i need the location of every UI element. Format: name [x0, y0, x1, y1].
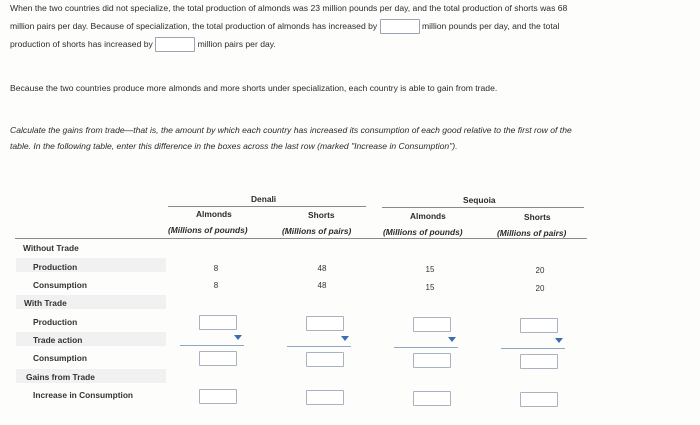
sequoia-almonds-increase-input[interactable] — [413, 391, 451, 406]
denali-almonds-production-input[interactable] — [199, 315, 237, 330]
unit-denali-shorts: (Millions of pairs) — [282, 226, 352, 236]
unit-sequoia-shorts: (Millions of pairs) — [497, 228, 567, 238]
sequoia-shorts-consumption: 20 — [535, 284, 545, 293]
chevron-down-icon — [234, 335, 242, 340]
denali-underline — [168, 206, 366, 207]
intro-line-2a: million pairs per day. Because of specialization, the total production of almonds has increased by — [10, 21, 378, 31]
sequoia-shorts-production: 20 — [535, 266, 545, 275]
almonds-increase-input[interactable] — [380, 19, 420, 34]
sequoia-almonds-production-input[interactable] — [413, 317, 451, 332]
sequoia-shorts-trade-select[interactable] — [501, 336, 565, 349]
gain-statement: Because the two countries produce more almonds and more shorts under specialization, each country is able to gain from trade. — [10, 83, 498, 93]
chevron-down-icon — [341, 336, 349, 341]
unit-denali-almonds: (Millions of pounds) — [168, 225, 248, 235]
row-without-trade: Without Trade — [23, 243, 79, 253]
sequoia-almonds-production: 15 — [425, 265, 435, 274]
row-increase-in-consumption: Increase in Consumption — [33, 390, 134, 400]
instructions-line-1: Calculate the gains from trade—that is, the amount by which each country has increased its consumption of each good relative to the first row of the — [10, 125, 572, 135]
sequoia-shorts-increase-input[interactable] — [520, 392, 558, 407]
denali-shorts-production-input[interactable] — [306, 316, 344, 331]
intro-line-3b: million pairs per day. — [197, 39, 276, 49]
sequoia-underline — [382, 207, 584, 208]
denali-almonds-consumption: 8 — [213, 281, 219, 290]
denali-shorts-increase-input[interactable] — [306, 390, 344, 405]
sequoia-shorts-trade-input[interactable] — [520, 354, 558, 369]
intro-line-3a: production of shorts has increased by — [10, 39, 153, 49]
row-gains-from-trade: Gains from Trade — [26, 372, 95, 382]
sequoia-shorts-production-input[interactable] — [520, 318, 558, 333]
intro-line-3 — [10, 36, 276, 52]
denali-almonds-trade-input[interactable] — [199, 351, 237, 366]
denali-shorts-consumption: 48 — [317, 281, 327, 290]
row-production-2: Production — [33, 317, 78, 327]
intro-line-1: When the two countries did not specialize, the total production of almonds was 23 million pounds per day, and the total production of shorts was 68 — [10, 3, 568, 13]
denali-almonds-increase-input[interactable] — [199, 389, 237, 404]
row-consumption: Consumption — [33, 280, 87, 290]
header-divider — [15, 238, 587, 239]
row-with-trade: With Trade — [24, 298, 67, 308]
row-production: Production — [33, 262, 78, 272]
country-denali: Denali — [251, 194, 277, 204]
country-sequoia: Sequoia — [463, 195, 496, 205]
col-denali-shorts: Shorts — [308, 210, 335, 220]
sequoia-almonds-trade-input[interactable] — [413, 353, 451, 368]
instructions-line-2: table. In the following table, enter this difference in the boxes across the last row (marked "Increase in Consumption"). — [10, 141, 458, 151]
col-sequoia-almonds: Almonds — [410, 211, 446, 221]
denali-shorts-production: 48 — [317, 264, 327, 273]
shorts-increase-input[interactable] — [155, 37, 195, 52]
col-denali-almonds: Almonds — [196, 209, 232, 219]
sequoia-almonds-trade-select[interactable] — [394, 335, 458, 348]
denali-almonds-production: 8 — [213, 264, 219, 273]
chevron-down-icon — [448, 337, 456, 342]
chevron-down-icon — [555, 338, 563, 343]
intro-line-2 — [10, 18, 559, 34]
denali-shorts-trade-select[interactable] — [287, 334, 351, 347]
col-sequoia-shorts: Shorts — [524, 212, 551, 222]
row-consumption-2: Consumption — [33, 353, 87, 363]
row-trade-action: Trade action — [33, 335, 83, 345]
intro-line-2b: million pounds per day, and the total — [421, 21, 560, 31]
sequoia-almonds-consumption: 15 — [425, 283, 435, 292]
unit-sequoia-almonds: (Millions of pounds) — [383, 227, 463, 237]
denali-shorts-trade-input[interactable] — [306, 352, 344, 367]
denali-almonds-trade-select[interactable] — [180, 333, 244, 346]
